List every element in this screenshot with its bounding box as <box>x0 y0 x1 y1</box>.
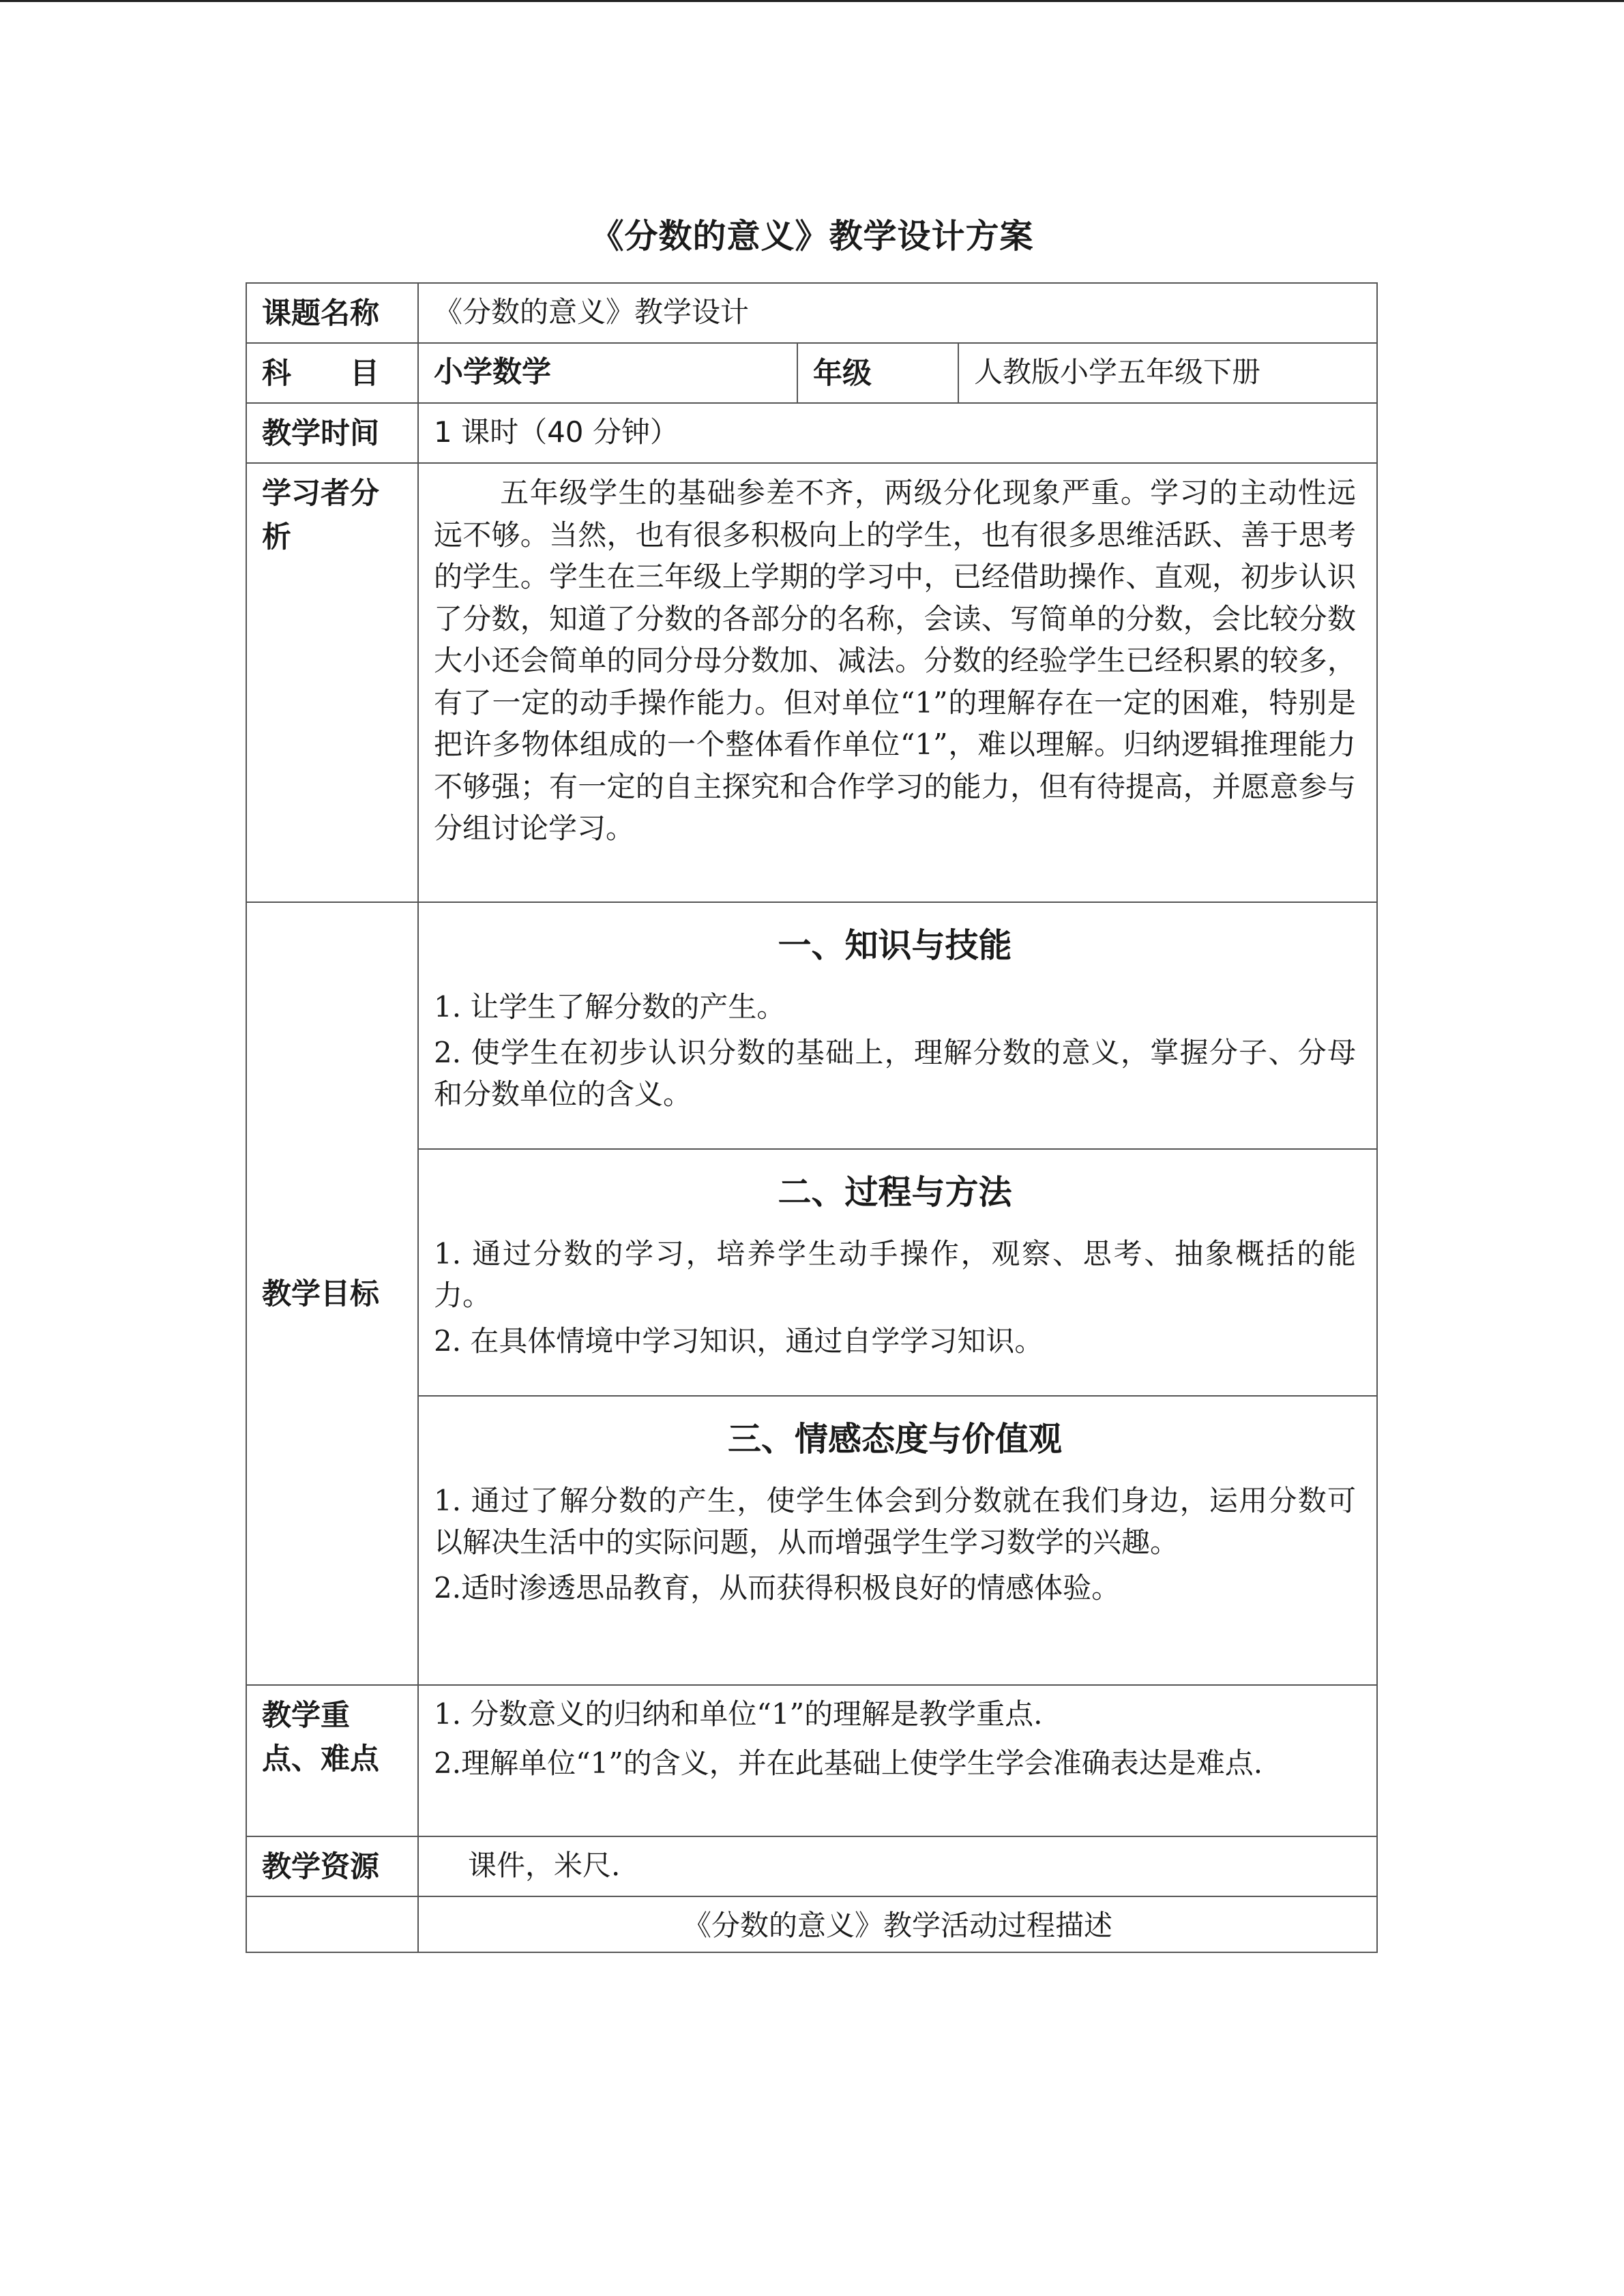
objective-section-attitude <box>418 1396 1377 1685</box>
process-label <box>246 1896 418 1952</box>
process-description-title: 《分数的意义》教学活动过程描述 <box>418 1896 1377 1952</box>
row-resources <box>246 1836 1377 1896</box>
resources-value <box>418 1836 1377 1896</box>
time-value <box>418 403 1377 463</box>
topic-label: 课题名称 <box>246 283 418 343</box>
resources-text: 课件，米尺. <box>468 1849 621 1882</box>
objective-heading: 三、情感态度与价值观 <box>728 1420 1063 1459</box>
row-subject <box>246 343 1377 403</box>
key-point-item: 2.理解单位“1”的含义，并在此基础上使学生学会准确表达是难点. <box>434 1746 1263 1780</box>
objective-item: 2.适时渗透思品教育，从而获得积极良好的情感体验。 <box>434 1571 1121 1605</box>
objectives-label: 教学目标 <box>246 902 418 1685</box>
objective-section-process <box>418 1149 1377 1396</box>
resources-label: 教学资源 <box>246 1836 418 1896</box>
lesson-plan-table <box>246 282 1378 1953</box>
learner-analysis-cell <box>418 463 1377 902</box>
objective-item: 1. 通过了解分数的产生，使学生体会到分数就在我们身边，运用分数可以解决生活中的实际问题，从而增强学生学习数学的兴趣。 <box>434 1484 1357 1559</box>
row-process-description <box>246 1896 1377 1952</box>
objective-item: 2. 使学生在初步认识分数的基础上，理解分数的意义，掌握分子、分母和分数单位的含义。 <box>434 1036 1357 1111</box>
learner-analysis-text: 五年级学生的基础参差不齐，两级分化现象严重。学习的主动性远远不够。当然，也有很多积极向上的学生，也有很多思维活跃、善于思考的学生。学生在三年级上学期的学习中，已经借助操作、直观，初步认识了分数，知道了分数的各部分的名称，会读、写简单的分数，会比较分数大小还会简单的同分母分数加、减法。分数的经验学生已经积累的较多，有了一定的动手操作能力。但对单位“1”的理解存在一定的困难，特别是把许多物体组成的一个整体看作单位“1”，难以理解。归纳逻辑推理能力不够强；有一定的自主探究和合作学习的能力，但有待提高，并愿意参与分组讨论学习。 <box>434 476 1357 845</box>
time-label: 教学时间 <box>246 403 418 463</box>
key-point-item: 1. 分数意义的归纳和单位“1”的理解是教学重点. <box>434 1697 1043 1731</box>
grade-value: 人教版小学五年级下册 <box>958 343 1377 403</box>
document-title: 《分数的意义》教学设计方案 <box>590 217 1034 256</box>
key-points-label: 教学重点、难点 <box>246 1685 418 1836</box>
subject-label: 科 目 <box>246 343 418 403</box>
grade-label: 年级 <box>797 343 958 403</box>
row-topic <box>246 283 1377 343</box>
row-objectives-knowledge <box>246 902 1377 1149</box>
row-time <box>246 403 1377 463</box>
objective-item: 1. 让学生了解分数的产生。 <box>434 990 786 1024</box>
key-points-cell <box>418 1685 1377 1836</box>
row-learner-analysis <box>246 463 1377 902</box>
time-value-text: 1 课时（40 分钟） <box>434 415 679 449</box>
learner-label: 学习者分析 <box>246 463 418 902</box>
objective-heading: 一、知识与技能 <box>778 926 1012 965</box>
objective-section-knowledge <box>418 902 1377 1149</box>
topic-value: 《分数的意义》教学设计 <box>418 283 1377 343</box>
page-top-border <box>0 0 1624 2</box>
subject-value: 小学数学 <box>418 343 797 403</box>
row-key-points <box>246 1685 1377 1836</box>
objective-item: 2. 在具体情境中学习知识，通过自学学习知识。 <box>434 1324 1044 1358</box>
objective-item: 1. 通过分数的学习，培养学生动手操作，观察、思考、抽象概括的能力。 <box>434 1237 1357 1312</box>
objective-heading: 二、过程与方法 <box>778 1173 1012 1212</box>
